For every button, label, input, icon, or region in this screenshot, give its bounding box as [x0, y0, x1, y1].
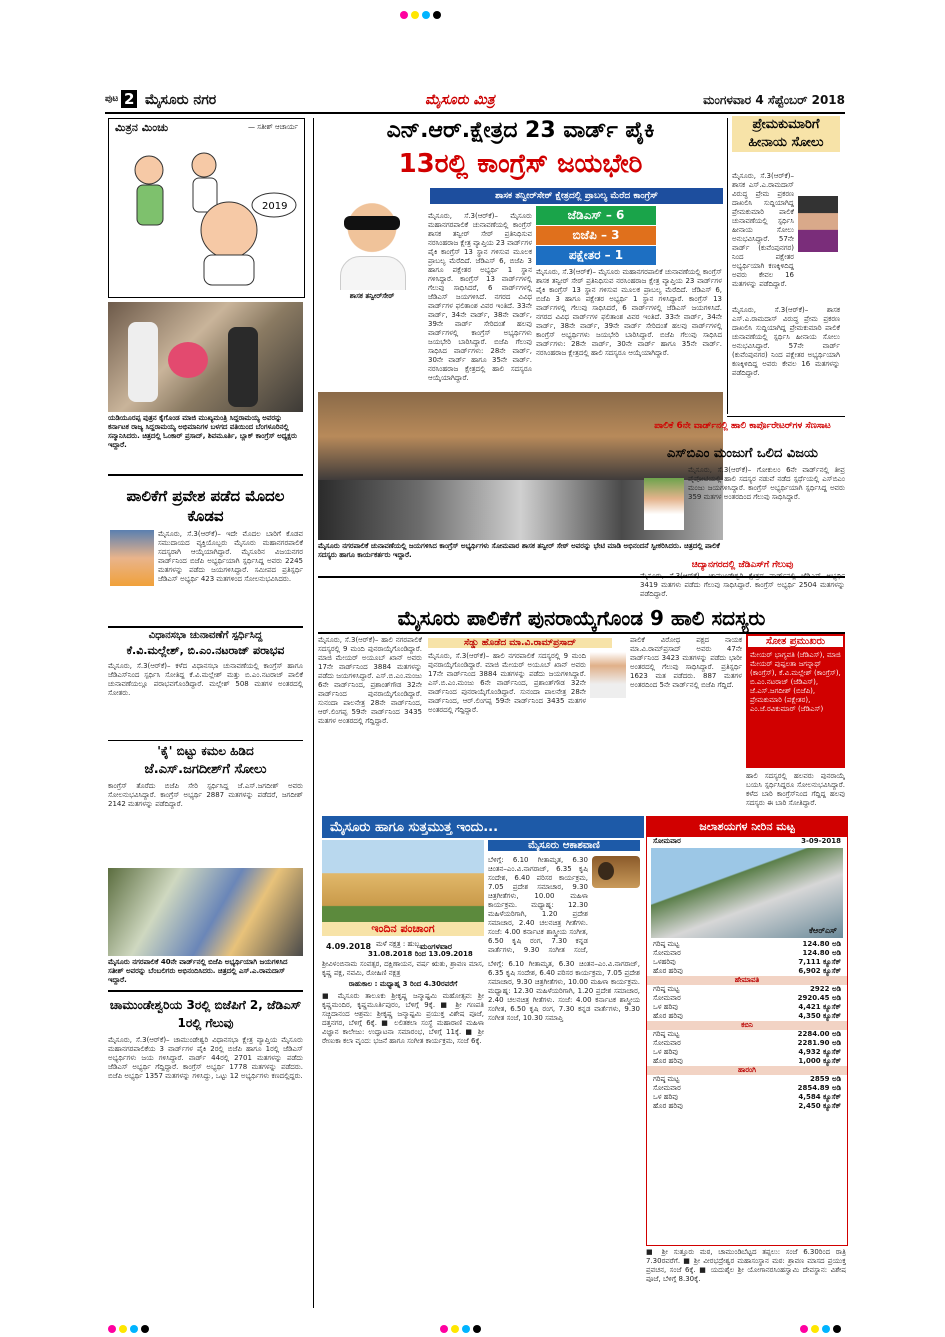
register-dot: [811, 1325, 819, 1333]
register-dot: [130, 1325, 138, 1333]
dam-metric: ಒಳ ಹರಿವು: [653, 1093, 678, 1101]
cartoon-bubble-text: 2019: [262, 201, 288, 212]
dam-value: 4,350 ಕ್ಯೂಸೆಕ್: [798, 1012, 841, 1020]
dam-metric: ಹೊರ ಹರಿವು: [653, 1012, 683, 1020]
register-dot: [440, 1325, 448, 1333]
kodava-portrait: [110, 530, 154, 586]
register-dot: [108, 1325, 116, 1333]
dam-row: [647, 1012, 847, 1021]
krs-photo-label: ಕೆಆರ್‌ಎಸ್: [809, 926, 837, 935]
lead-portrait-caption: ಶಾಸಕ ತನ್ವೀರ್‌ಸೇಠ್: [349, 292, 395, 300]
jalashaya-day: ಸೋಮವಾರ: [653, 837, 681, 845]
dam-value: 4,421 ಕ್ಯೂಸೆಕ್: [798, 1003, 841, 1011]
dam-metric: ಒಳ ಹರಿವು: [653, 1048, 678, 1056]
ramprasad-body: ಪಾಲಿಕೆ ವಿರೋಧ ಪಕ್ಷದ ನಾಯಕ ಮಾ.ವಿ.ರಾಮ್‌ಪ್ರಸಾದ್ ಅವರು 47ನೇ ವಾರ್ಡ್‌ನಿಂದ 3423 ಮತಗಳನ್ನು ಪಡೆದು ಭಾರೀ ಅಂತರದಲ್ಲಿ ಗೆಲುವು ಸಾಧಿಸಿದ್ದಾರೆ. ಪ್ರತಿಸ್ಪರ್ಧಿ 1623 ಮತ ಪಡೆದರು. 887 ಮತಗಳ ಅಂತರದಿಂದ 5ನೇ ವಾರ್ಡ್‌ನಲ್ಲಿ ಬಿಜೆಪಿ ಗೆದ್ದಿದೆ.: [630, 636, 742, 689]
dam-row: [647, 994, 847, 1003]
dam-row: [647, 1003, 847, 1012]
register-dot: [433, 11, 441, 19]
kodava-headline: ಪಾಲಿಕೆಗೆ ಪ್ರವೇಶ ಪಡೆದ ಮೊದಲ ಕೊಡವ: [126, 487, 285, 525]
photo-bjp-caption: ಮೈಸೂರು ನಗರಪಾಲಿಕೆ 40ನೇ ವಾರ್ಡ್‌ನಲ್ಲಿ ಬಿಜೆಪಿ ಅಭ್ಯರ್ಥಿಯಾಗಿ ಜಯಗಳಿಸಿದ ಸತೀಶ್ ಅವರನ್ನು ಬೆಂಬಲಿಗರು ಅಭಿನಂದಿಸಿದರು. ಚಿತ್ರದಲ್ಲಿ ಎಸ್.ಎ.ರಾಮದಾಸ್ ಇದ್ದಾರೆ.: [108, 958, 288, 984]
registration-marks-right: [800, 1318, 844, 1337]
dam-value: 2922 ಅಡಿ: [810, 985, 841, 993]
akashavani-title: ಮೈಸೂರು ಆಕಾಶವಾಣಿ: [488, 840, 640, 851]
chamundi-body: ಮೈಸೂರು, ಸೆ.3(ಆರ್‌ಕೆ)– ಚಾಮುಂಡೇಶ್ವರಿ ವಿಧಾನಸಭಾ ಕ್ಷೇತ್ರ ವ್ಯಾಪ್ತಿಯ ಮೈಸೂರು ಮಹಾನಗರಪಾಲಿಕೆಯ 3 ವಾರ್ಡ್‌ಗಳ ಪೈಕಿ 2ರಲ್ಲಿ ಬಿಜೆಪಿ ಹಾಗೂ 1ರಲ್ಲಿ ಜೆಡಿಎಸ್ ಅಭ್ಯರ್ಥಿಗಳು ಜಯ ಗಳಿಸಿದ್ದಾರೆ. ವಾರ್ಡ್ 44ರಲ್ಲಿ 2701 ಮತಗಳನ್ನು ಪಡೆದು ಜೆಡಿಎಸ್ ಅಭ್ಯರ್ಥಿ ಗೆದ್ದಿದ್ದಾರೆ. ಕಾಂಗ್ರೆಸ್ ಅಭ್ಯರ್ಥಿ 1778 ಮತಗಳನ್ನು ಪಡೆದರು. ಬಿಜೆಪಿ ಅಭ್ಯರ್ಥಿ 1357 ಮತಗಳನ್ನು ಗಳಿಸಿದ್ದು, ಒಟ್ಟು 12 ಅಭ್ಯರ್ಥಿಗಳು ಕಣದಲ್ಲಿದ್ದರು.: [108, 1036, 303, 1080]
register-dot: [800, 1325, 808, 1333]
jagadish-headline: ಜೆ.ಎಸ್.ಜಗದೀಶ್‌ಗೆ ಸೋಲು: [144, 762, 267, 777]
dam-value: 2854.89 ಅಡಿ: [797, 1084, 841, 1092]
prem-body: ಮೈಸೂರು, ಸೆ.3(ಆರ್‌ಕೆ)– ಶಾಸಕ ಎಸ್.ಎ.ರಾಮದಾಸ್ ವಿರುದ್ಧ ಪ್ರೇಮ ಪ್ರಕರಣ ದಾಖಲಿಸಿ ಸುದ್ದಿಯಾಗಿದ್ದ ಪ್ರೇಮಕುಮಾರಿ ಪಾಲಿಕೆ ಚುನಾವಣೆಯಲ್ಲಿ ಸ್ಪರ್ಧಿಸಿ ಹೀನಾಯ ಸೋಲು ಅನುಭವಿಸಿದ್ದಾರೆ. 57ನೇ ವಾರ್ಡ್ (ಕುವೆಂಪುನಗರ) ನಿಂದ ಪಕ್ಷೇತರ ಅಭ್ಯರ್ಥಿಯಾಗಿ ಕಣಕ್ಕಿಳಿದಿದ್ದ ಅವರು ಕೇವಲ 16 ಮತಗಳನ್ನು ಪಡೆದಿದ್ದಾರೆ.: [732, 172, 794, 288]
dam-metric: ಸೋಮವಾರ: [653, 994, 681, 1002]
prem-body-cont: ಮೈಸೂರು, ಸೆ.3(ಆರ್‌ಕೆ)– ಶಾಸಕ ಎಸ್.ಎ.ರಾಮದಾಸ್ ವಿರುದ್ಧ ಪ್ರೇಮ ಪ್ರಕರಣ ದಾಖಲಿಸಿ ಸುದ್ದಿಯಾಗಿದ್ದ ಪ್ರೇಮಕುಮಾರಿ ಪಾಲಿಕೆ ಚುನಾವಣೆಯಲ್ಲಿ ಸ್ಪರ್ಧಿಸಿ ಹೀನಾಯ ಸೋಲು ಅನುಭವಿಸಿದ್ದಾರೆ. 57ನೇ ವಾರ್ಡ್ (ಕುವೆಂಪುನಗರ) ನಿಂದ ಪಕ್ಷೇತರ ಅಭ್ಯರ್ಥಿಯಾಗಿ ಕಣಕ್ಕಿಳಿದಿದ್ದ ಅವರು ಕೇವಲ 16 ಮತಗಳನ್ನು ಪಡೆದಿದ್ದಾರೆ.: [732, 306, 840, 377]
dam-metric: ಹೊರ ಹರಿವು: [653, 967, 683, 975]
dam-metric: ಗರಿಷ್ಠ ಮಟ್ಟ: [653, 985, 680, 993]
kodava-body: ಮೈಸೂರು, ಸೆ.3(ಆರ್‌ಕೆ)– ಇದೇ ಮೊದಲ ಬಾರಿಗೆ ಕೊಡವ ಸಮುದಾಯದ ವ್ಯಕ್ತಿಯೊಬ್ಬರು ಮೈಸೂರು ಮಹಾನಗರಪಾಲಿಕೆ ಸದಸ್ಯರಾಗಿ ಆಯ್ಕೆಯಾಗಿದ್ದಾರೆ. ಮೈಸೂರಿನ ವಿಜಯನಗರ ವಾರ್ಡ್‌ನಿಂದ ಬಿಜೆಪಿ ಅಭ್ಯರ್ಥಿಯಾಗಿ ಸ್ಪರ್ಧಿಸಿದ್ದ ಅವರು 2245 ಮತಗಳನ್ನು ಪಡೆದು ಜಯಗಳಿಸಿದ್ದಾರೆ. ಸಮೀಪದ ಪ್ರತಿಸ್ಪರ್ಧಿ ಜೆಡಿಎಸ್ ಅಭ್ಯರ್ಥಿ 423 ಮತಗಳಿಂದ ಸೋಲನುಭವಿಸಿದರು.: [158, 530, 303, 583]
dam-value: 2284.00 ಅಡಿ: [797, 1030, 841, 1038]
jagadish-kicker: 'ಕೈ' ಬಿಟ್ಟು ಕಮಲ ಹಿಡಿದ: [157, 744, 254, 758]
page-number-label: ಪುಟ: [105, 94, 119, 104]
jalashaya-box: [646, 816, 848, 1246]
dam-value: 124.80 ಅಡಿ: [802, 949, 841, 957]
register-dot: [400, 11, 408, 19]
register-dot: [141, 1325, 149, 1333]
mallesh-headline: ಕೆ.ವಿ.ಮಲ್ಲೇಶ್, ಬಿ.ಎಂ.ನಟರಾಜ್ ಪರಾಭವ: [126, 644, 285, 657]
nine-headline: ಮೈಸೂರು ಪಾಲಿಕೆಗೆ ಪುನರಾಯ್ಕೆಗೊಂಡ 9 ಹಾಲಿ ಸದಸ್ಯರು: [318, 604, 845, 634]
sbm-body2: 3419 ಮತಗಳು ಪಡೆದು ಗೆಲುವು ಸಾಧಿಸಿದ್ದಾರೆ. ಕಾಂಗ್ರೆಸ್ ಅಭ್ಯರ್ಥಿ 2504 ಮತಗಳನ್ನು ಪಡೆದಿದ್ದಾರೆ.: [640, 581, 845, 598]
chamundi-headline: ಚಾಮುಂಡೇಶ್ವರಿಯ 3ರಲ್ಲಿ ಬಿಜೆಪಿಗೆ 2, ಜೆಡಿಎಸ್ 1ರಲ್ಲಿ ಗೆಲುವು: [109, 998, 302, 1030]
cartoon-title: ಮಿತ್ರನ ಮಿಂಚು: [115, 121, 169, 134]
lead-body: ಮೈಸೂರು, ಸೆ.3(ಆರ್‌ಕೆ)– ಮೈಸೂರು ಮಹಾನಗರಪಾಲಿಕೆ ಚುನಾವಣೆಯಲ್ಲಿ ಕಾಂಗ್ರೆಸ್ ಶಾಸಕ ತನ್ವೀರ್ ಸೇಠ್ ಪ್ರತಿನಿಧಿಸುವ ನರಸಿಂಹರಾಜ ಕ್ಷೇತ್ರ ವ್ಯಾಪ್ತಿಯ 23 ವಾರ್ಡ್‌ಗಳ ಪೈಕಿ ಕಾಂಗ್ರೆಸ್ 13 ಸ್ಥಾನ ಗಳಿಸುವ ಮೂಲಕ ಪ್ರಾಬಲ್ಯ ಮೆರೆದಿದೆ. ಜೆಡಿಎಸ್ 6, ಬಿಜೆಪಿ 3 ಹಾಗೂ ಪಕ್ಷೇತರ ಅಭ್ಯರ್ಥಿ 1 ಸ್ಥಾನ ಗಳಿಸಿದ್ದಾರೆ. ಕಾಂಗ್ರೆಸ್ 13 ವಾರ್ಡ್‌ಗಳಲ್ಲಿ ಗೆಲುವು ಸಾಧಿಸಿದರೆ, 6 ವಾರ್ಡ್‌ಗಳಲ್ಲಿ ಜೆಡಿಎಸ್ ಜಯಗಳಿಸಿದೆ. ನಗರದ ವಿವಿಧ ವಾರ್ಡ್‌ಗಳ ಫಲಿತಾಂಶ ವಿವರ ಇಂತಿದೆ. 33ನೇ ವಾರ್ಡ್, 34ನೇ ವಾರ್ಡ್, 38ನೇ ವಾರ್ಡ್, 39ನೇ ವಾರ್ಡ್ ಸೇರಿದಂತೆ ಹಲವು ವಾರ್ಡ್‌ಗಳಲ್ಲಿ ಕಾಂಗ್ರೆಸ್ ಅಭ್ಯರ್ಥಿಗಳು ಜಯಭೇರಿ ಬಾರಿಸಿದ್ದಾರೆ. ಬಿಜೆಪಿ ಗೆಲುವು ಸಾಧಿಸಿದ ವಾರ್ಡ್‌ಗಳು: 28ನೇ ವಾರ್ಡ್, 30ನೇ ವಾರ್ಡ್ ಹಾಗೂ 35ನೇ ವಾರ್ಡ್. ನರಸಿಂಹರಾಜ ಕ್ಷೇತ್ರದಲ್ಲಿ ಹಾಲಿ ಸದಸ್ಯರೂ ಆಯ್ಕೆಯಾಗಿದ್ದಾರೆ.: [428, 212, 532, 382]
dam-value: 124.80 ಅಡಿ: [802, 940, 841, 948]
sota-body2: ಹಾಲಿ ಸದಸ್ಯರಲ್ಲಿ ಹಲವರು ಪುನರಾಯ್ಕೆ ಬಯಸಿ ಸ್ಪರ್ಧಿಸಿದ್ದರೂ ಸೋಲನುಭವಿಸಿದ್ದಾರೆ. ಕಳೆದ ಬಾರಿ ಕಾಂಗ್ರೆಸ್‌ನಿಂದ ಗೆದ್ದಿದ್ದ ಹಲವು ಸದಸ್ಯರು ಈ ಬಾರಿ ಸೋತಿದ್ದಾರೆ.: [746, 772, 845, 807]
dam-row: [647, 985, 847, 994]
cartoon-drawing: [109, 135, 302, 295]
sbm-subhead: ಚಿದ್ಯಾನಗರದಲ್ಲಿ ಜೆಡಿಎಸ್‌ಗೆ ಗೆಲುವು: [691, 560, 794, 570]
dam-name: ಹಾರಂಗಿ: [647, 1066, 847, 1075]
mallesh-body: ಮೈಸೂರು, ಸೆ.3(ಆರ್‌ಕೆ)– ಕಳೆದ ವಿಧಾನಸಭಾ ಚುನಾವಣೆಯಲ್ಲಿ ಕಾಂಗ್ರೆಸ್ ಹಾಗೂ ಜೆಡಿಎಸ್‌ನಿಂದ ಸ್ಪರ್ಧಿಸಿ ಸೋತಿದ್ದ ಕೆ.ವಿ.ಮಲ್ಲೇಶ್ ಮತ್ತು ಬಿ.ಎಂ.ನಟರಾಜ್ ಪಾಲಿಕೆ ಚುನಾವಣೆಯಲ್ಲೂ ಪರಾಭವಗೊಂಡಿದ್ದಾರೆ. ಮಲ್ಲೇಶ್ 508 ಮತಗಳ ಅಂತರದಲ್ಲಿ ಸೋತರು.: [108, 662, 303, 697]
sbm-portrait: [644, 478, 684, 530]
dam-metric: ಗರಿಷ್ಠ ಮಟ್ಟ: [653, 1075, 680, 1083]
photo-felicitation-caption: ಯಡಿಯೂರಪ್ಪ ಪುತ್ರನ ಕೈಗೊಂಡ ಮಾಜಿ ಮುಖ್ಯಮಂತ್ರಿ ಸಿದ್ದರಾಮಯ್ಯ ಅವರನ್ನು ಕರ್ನಾಟಕ ರಾಜ್ಯ ಸಿದ್ದರಾಮಯ್ಯ ಅಭಿಮಾನಿಗಳ ಬಳಗದ ವತಿಯಿಂದ ಬೆಂಗಳೂರಿನಲ್ಲಿ ಸನ್ಮಾನಿಸಿದರು. ಚಿತ್ರದಲ್ಲಿ ಓಂಕಾರ್ ಪ್ರಸಾದ್, ಶಿವಮೂರ್ತಿ, ಬ್ಲಾಕ್ ಕಾಂಗ್ರೆಸ್ ಅಧ್ಯಕ್ಷರು ಇದ್ದಾರೆ.: [108, 414, 298, 449]
ramprasad-portrait: [590, 652, 626, 698]
dam-value: 1,000 ಕ್ಯೂಸೆಕ್: [798, 1057, 841, 1065]
today-events: ■ ಮೈಸೂರು ತಾಲೂಕು ಶ್ರೀಕೃಷ್ಣ ಜನ್ಮಾಷ್ಟಮಿ ಮಹೋತ್ಸವ: ಶ್ರೀ ಕೃಷ್ಣಮಂದಿರ, ಕೃಷ್ಣಮೂರ್ತಿಪುರಂ, ಬೆಳಿಗ್ಗೆ 9ಕ್ಕೆ. ■ ಶ್ರೀ ಗಣಪತಿ ಸಚ್ಚಿದಾನಂದ ಆಶ್ರಮ: ಶ್ರೀಕೃಷ್ಣ ಜನ್ಮಾಷ್ಟಮಿ ಪ್ರಯುಕ್ತ ವಿಶೇಷ ಪೂಜೆ, ದತ್ತನಗರ, ಬೆಳಿಗ್ಗೆ 6ಕ್ಕೆ. ■ ಲಲಿತಕಲಾ ಸಂಸ್ಥೆ ಮಹಾರಾಣಿ ಮಹಿಳಾ ವಿಜ್ಞಾನ ಕಾಲೇಜು: ಉದ್ಘಾಟನಾ ಸಮಾರಂಭ, ಬೆಳಿಗ್ಗೆ 11ಕ್ಕೆ. ■ ಶ್ರೀ ರೇಣುಕಾ ಕಲಾ ವೃಂದ: ಭಜನೆ ಹಾಗೂ ಸಂಗೀತ ಕಾರ್ಯಕ್ರಮ, ಸಂಜೆ 6ಕ್ಕೆ.: [322, 992, 484, 1045]
dam-metric: ಒಳಹರಿವು: [653, 958, 676, 966]
photo-bjp-celebration: [108, 868, 303, 956]
dam-row: [647, 1039, 847, 1048]
krs-photo: [651, 848, 843, 938]
panchanga-range: 31.08.2018 ರಿಂದ 13.09.2018: [368, 950, 473, 958]
dam-name: ಹೇಮಾವತಿ: [647, 976, 847, 985]
cartoon-author: — ಸತೀಶ್ ಆಚಾರ್ಯ: [248, 123, 298, 131]
dam-metric: ಗರಿಷ್ಠ ಮಟ್ಟ: [653, 1030, 680, 1038]
dam-value: 7,111 ಕ್ಯೂಸೆಕ್: [798, 958, 841, 966]
registration-marks-top: [400, 4, 444, 23]
panchanga-title: ಇಂದಿನ ಪಂಚಾಂಗ: [322, 922, 484, 936]
photo-congress-caption: ಮೈಸೂರು ನಗರಪಾಲಿಕೆ ಚುನಾವಣೆಯಲ್ಲಿ ಜಯಗಳಿಸಿದ ಕಾಂಗ್ರೆಸ್ ಅಭ್ಯರ್ಥಿಗಳು ಸೋಮವಾರ ಶಾಸಕ ತನ್ವೀರ್ ಸೇಠ್ ಅವರನ್ನು ಭೇಟಿ ಮಾಡಿ ಅಭಿನಂದನೆ ಸ್ವೀಕರಿಸಿದರು. ಚಿತ್ರದಲ್ಲಿ ಪಾಲಿಕೆ ಸದಸ್ಯರು ಹಾಗೂ ಕಾರ್ಯಕರ್ತರು ಇದ್ದಾರೆ.: [318, 542, 720, 559]
dam-row: [647, 967, 847, 976]
radio-icon: [592, 856, 640, 888]
jalashaya-date: 3-09-2018: [801, 837, 841, 845]
dam-value: 6,902 ಕ್ಯೂಸೆಕ್: [798, 967, 841, 975]
register-dot: [119, 1325, 127, 1333]
dam-row: [647, 1048, 847, 1057]
lead-headline-2: 13ರಲ್ಲಿ ಕಾಂಗ್ರೆಸ್ ಜಯಭೇರಿ: [398, 149, 643, 179]
dam-name: ಕಬಿನಿ: [647, 1021, 847, 1030]
sbm-body: ಮೈಸೂರು, ಸೆ.3(ಆರ್‌ಕೆ)– ಗೋಕುಲಂ 6ನೇ ವಾರ್ಡ್‌ನಲ್ಲಿ ತೀವ್ರ ಪೈಪೋಟಿಯಲ್ಲಿ ಹಾಲಿ ಸದಸ್ಯರ ನಡುವೆ ನಡೆದ ಸ್ಪರ್ಧೆಯಲ್ಲಿ ಎಸ್‌ಬಿಎಂ ಮಂಜು ಜಯಗಳಿಸಿದ್ದಾರೆ. ಕಾಂಗ್ರೆಸ್ ಅಭ್ಯರ್ಥಿಯಾಗಿ ಸ್ಪರ್ಧಿಸಿದ್ದ ಅವರು 359 ಮತಗಳ ಅಂತರದಿಂದ ಗೆಲುವು ಸಾಧಿಸಿದ್ದಾರೆ.: [688, 466, 845, 501]
lead-body-cont: ಮೈಸೂರು, ಸೆ.3(ಆರ್‌ಕೆ)– ಮೈಸೂರು ಮಹಾನಗರಪಾಲಿಕೆ ಚುನಾವಣೆಯಲ್ಲಿ ಕಾಂಗ್ರೆಸ್ ಶಾಸಕ ತನ್ವೀರ್ ಸೇಠ್ ಪ್ರತಿನಿಧಿಸುವ ನರಸಿಂಹರಾಜ ಕ್ಷೇತ್ರ ವ್ಯಾಪ್ತಿಯ 23 ವಾರ್ಡ್‌ಗಳ ಪೈಕಿ ಕಾಂಗ್ರೆಸ್ 13 ಸ್ಥಾನ ಗಳಿಸುವ ಮೂಲಕ ಪ್ರಾಬಲ್ಯ ಮೆರೆದಿದೆ. ಜೆಡಿಎಸ್ 6, ಬಿಜೆಪಿ 3 ಹಾಗೂ ಪಕ್ಷೇತರ ಅಭ್ಯರ್ಥಿ 1 ಸ್ಥಾನ ಗಳಿಸಿದ್ದಾರೆ. ಕಾಂಗ್ರೆಸ್ 13 ವಾರ್ಡ್‌ಗಳಲ್ಲಿ ಗೆಲುವು ಸಾಧಿಸಿದರೆ, 6 ವಾರ್ಡ್‌ಗಳಲ್ಲಿ ಜೆಡಿಎಸ್ ಜಯಗಳಿಸಿದೆ. ನಗರದ ವಿವಿಧ ವಾರ್ಡ್‌ಗಳ ಫಲಿತಾಂಶ ವಿವರ ಇಂತಿದೆ. 33ನೇ ವಾರ್ಡ್, 34ನೇ ವಾರ್ಡ್, 38ನೇ ವಾರ್ಡ್, 39ನೇ ವಾರ್ಡ್ ಸೇರಿದಂತೆ ಹಲವು ವಾರ್ಡ್‌ಗಳಲ್ಲಿ ಕಾಂಗ್ರೆಸ್ ಅಭ್ಯರ್ಥಿಗಳು ಜಯಭೇರಿ ಬಾರಿಸಿದ್ದಾರೆ. ಬಿಜೆಪಿ ಗೆಲುವು ಸಾಧಿಸಿದ ವಾರ್ಡ್‌ಗಳು: 28ನೇ ವಾರ್ಡ್, 30ನೇ ವಾರ್ಡ್ ಹಾಗೂ 35ನೇ ವಾರ್ಡ್. ನರಸಿಂಹರಾಜ ಕ್ಷೇತ್ರದಲ್ಲಿ ಹಾಲಿ ಸದಸ್ಯರೂ ಆಯ್ಕೆಯಾಗಿದ್ದಾರೆ.: [536, 268, 722, 357]
dam-metric: ಸೋಮವಾರ: [653, 1084, 681, 1092]
dam-row: [647, 949, 847, 958]
jalashaya-title: ಜಲಾಶಯಗಳ ನೀರಿನ ಮಟ್ಟ: [647, 817, 847, 837]
akashavani-body: ಬೆಳಿಗ್ಗೆ: 6.10 ಗೀತಾಮೃತ, 6.30 ಚಿಂತನ–ಎಂ.ವಿ.ನಾಗರಾಜ್, 6.35 ಕೃಷಿ ಸಂದೇಶ, 6.40 ಪರಿಸರ ಕಾರ್ಯಕ್ರಮ, 7.05 ಪ್ರದೇಶ ಸಮಾಚಾರ, 9.30 ಚಿತ್ರಗೀತೆಗಳು, 10.00 ಮಹಿಳಾ ಕಾರ್ಯಕ್ರಮ. ಮಧ್ಯಾಹ್ನ: 12.30 ಮಹಿಳೆಯರಿಗಾಗಿ, 1.20 ಪ್ರದೇಶ ಸಮಾಚಾರ, 2.40 ಚಲನಚಿತ್ರ ಗೀತೆಗಳು. ಸಂಜೆ: 4.00 ಕರ್ನಾಟಕ ಶಾಸ್ತ್ರೀಯ ಸಂಗೀತ, 6.50 ಕೃಷಿ ರಂಗ, 7.30 ಕನ್ನಡ ವಾರ್ತೆಗಳು, 9.30 ಸಂಗೀತ ಸಂಜೆ,: [488, 856, 588, 954]
page-number: 2: [121, 90, 137, 108]
dam-row: [647, 1030, 847, 1039]
dam-value: 2,450 ಕ್ಯೂಸೆಕ್: [798, 1102, 841, 1110]
jagadish-body: ಕಾಂಗ್ರೆಸ್ ತೊರೆದು ಬಿಜೆಪಿ ಸೇರಿ ಸ್ಪರ್ಧಿಸಿದ್ದ ಜೆ.ಎಸ್.ಜಗದೀಶ್ ಅವರು ಸೋಲನುಭವಿಸಿದ್ದಾರೆ. ಕಾಂಗ್ರೆಸ್ ಅಭ್ಯರ್ಥಿ 2887 ಮತಗಳನ್ನು ಪಡೆದರೆ, ಜಗದೀಶ್ 2142 ಮತಗಳನ್ನು ಪಡೆದಿದ್ದಾರೆ.: [108, 782, 303, 808]
today-banner: [322, 816, 644, 838]
dam-value: 2281.90 ಅಡಿ: [797, 1039, 841, 1047]
palace-photo: [322, 840, 484, 922]
dam-metric: ಹೊರ ಹರಿವು: [653, 1102, 683, 1110]
dam-metric: ಒಳ ಹರಿವು: [653, 1003, 678, 1011]
register-dot: [411, 11, 419, 19]
register-dot: [833, 1325, 841, 1333]
section-title: ಮೈಸೂರು ನಗರ: [145, 92, 217, 108]
sota-box: [746, 634, 845, 768]
mallesh-kicker: ವಿಧಾನಸಭಾ ಚುನಾವಣೆಗೆ ಸ್ಪರ್ಧಿಸಿದ್ದ: [148, 630, 263, 641]
score-row: ಜೆಡಿಎಸ್ – 6: [536, 206, 656, 225]
sbm-headline: ಎಸ್‌ಬಿಎಂ ಮಂಜುಗೆ ಒಲಿದ ವಿಜಯ: [667, 446, 818, 461]
panchanga-rahu: ರಾಹುಕಾಲ : ಮಧ್ಯಾಹ್ನ 3 ರಿಂದ 4.30ರವರೆಗೆ: [348, 980, 458, 988]
register-dot: [451, 1325, 459, 1333]
lead-subhead: ಶಾಸಕ ತನ್ವೀರ್‌ಸೇಠ್ ಕ್ಷೇತ್ರದಲ್ಲಿ ಪ್ರಾಬಲ್ಯ ಮೆರೆದ ಕಾಂಗ್ರೆಸ್: [430, 188, 723, 204]
jalashaya-notes: ■ ಶ್ರೀ ಸುತ್ತೂರು ಮಠ, ಚಾಮುಂಡಿಬೆಟ್ಟದ ತಪ್ಪಲು: ಸಂಜೆ 6.30ರಿಂದ ರಾತ್ರಿ 7.30ರವರೆಗೆ. ■ ಶ್ರೀ ವೀರಭದ್ರೇಶ್ವರ ಮಹಾಸಂಸ್ಥಾನ ಮಠ: ಶ್ರಾವಣ ಮಾಸದ ಪ್ರಯುಕ್ತ ಪ್ರವಚನ, ಸಂಜೆ 6ಕ್ಕೆ. ■ ಯದುಶೈಲ ಶ್ರೀ ಯೋಗಾನರಸಿಂಹಸ್ವಾಮಿ ದೇವಸ್ಥಾನ: ವಿಶೇಷ ಪೂಜೆ, ಬೆಳಿಗ್ಗೆ 8.30ಕ್ಕೆ.: [646, 1248, 846, 1283]
cartoon-box: [108, 118, 305, 298]
photo-felicitation: [108, 302, 303, 412]
today-banner-text: ಮೈಸೂರು ಹಾಗೂ ಸುತ್ತಮುತ್ತ ಇಂದು...: [330, 820, 499, 835]
dam-row: [647, 940, 847, 949]
header-date: ಮಂಗಳವಾರ 4 ಸೆಪ್ಟೆಂಬರ್ 2018: [703, 93, 845, 107]
sbm-kicker: ಪಾಲಿಕೆ 6ನೇ ವಾರ್ಡ್‌ನಲ್ಲಿ ಹಾಲಿ ಕಾರ್ಪೊರೇಟರ್‌ಗಳ ಸೆಣಸಾಟ: [654, 421, 831, 431]
lead-portrait: [322, 186, 422, 290]
panchanga-text: ಶ್ರೀವಿಳಂಬಿನಾಮ ಸಂವತ್ಸರ, ದಕ್ಷಿಣಾಯನ, ವರ್ಷ ಋತು, ಶ್ರಾವಣ ಮಾಸ, ಕೃಷ್ಣ ಪಕ್ಷ, ನವಮಿ, ರೋಹಿಣಿ ನಕ್ಷತ್ರ: [322, 960, 484, 977]
dam-row: [647, 1084, 847, 1093]
panchanga-day: ಮಂಗಳವಾರ: [420, 942, 453, 951]
lead-headline-1: ಎನ್.ಆರ್.ಕ್ಷೇತ್ರದ 23 ವಾರ್ಡ್ ಪೈಕಿ: [386, 118, 655, 143]
sota-body: ಮೇಯರ್ ಭಾಗ್ಯವತಿ (ಜೆಡಿಎಸ್), ಮಾಜಿ ಮೇಯರ್ ಪುಷ್ಪಲತಾ ಜಗನ್ನಾಥ್ (ಕಾಂಗ್ರೆಸ್), ಕೆ.ವಿ.ಮಲ್ಲೇಶ್ (ಕಾಂಗ್ರೆಸ್), ಬಿ.ಎಂ.ನಟರಾಜ್ (ಜೆಡಿಎಸ್), ಜೆ.ಎಸ್.ಜಗದೀಶ್ (ಬಿಜೆಪಿ), ಪ್ರೇಮಕುಮಾರಿ (ಪಕ್ಷೇತರ), ಎಂ.ಜೆ.ರವಿಕುಮಾರ್ (ಜೆಡಿಎಸ್): [750, 651, 841, 713]
dam-value: 2859 ಅಡಿ: [810, 1075, 841, 1083]
nine-body-2: ಮೈಸೂರು, ಸೆ.3(ಆರ್‌ಕೆ)– ಹಾಲಿ ನಗರಪಾಲಿಕೆ ಸದಸ್ಯರಲ್ಲಿ 9 ಮಂದಿ ಪುನರಾಯ್ಕೆಗೊಂಡಿದ್ದಾರೆ. ಮಾಜಿ ಮೇಯರ್ ಅಯೂಬ್ ಖಾನ್ ಅವರು 17ನೇ ವಾರ್ಡ್‌ನಿಂದ 3884 ಮತಗಳನ್ನು ಪಡೆದು ಜಯಗಳಿಸಿದ್ದಾರೆ. ಎಸ್.ಬಿ.ಎಂ.ಮಂಜು 6ನೇ ವಾರ್ಡ್‌ನಿಂದ, ಪ್ರಶಾಂತ್‌ಗೌಡ 32ನೇ ವಾರ್ಡ್‌ನಿಂದ ಪುನರಾಯ್ಕೆಗೊಂಡಿದ್ದಾರೆ. ಸುನಂದಾ ಪಾಲನೇತ್ರ 28ನೇ ವಾರ್ಡ್‌ನಿಂದ, ಆರ್.ಲಿಂಗಪ್ಪ 59ನೇ ವಾರ್ಡ್‌ನಿಂದ 3435 ಮತಗಳ ಅಂತರದಲ್ಲಿ ಗೆದ್ದಿದ್ದಾರೆ.: [428, 652, 586, 714]
dam-row: [647, 1057, 847, 1066]
dam-metric: ಹೊರ ಹರಿವು: [653, 1057, 683, 1065]
dam-value: 4,932 ಕ್ಯೂಸೆಕ್: [798, 1048, 841, 1056]
dam-row: [647, 1093, 847, 1102]
dam-value: 4,584 ಕ್ಯೂಸೆಕ್: [798, 1093, 841, 1101]
dam-tables: [647, 940, 847, 1111]
dam-row: [647, 1075, 847, 1084]
score-row: ಪಕ್ಷೇತರ – 1: [536, 246, 656, 265]
register-dot: [422, 11, 430, 19]
dam-metric: ಗರಿಷ್ಠ ಮಟ್ಟ: [653, 940, 680, 948]
prem-portrait: [798, 196, 838, 252]
registration-marks-bottom: [440, 1318, 484, 1337]
register-dot: [473, 1325, 481, 1333]
dam-metric: ಸೋಮವಾರ: [653, 949, 681, 957]
dam-value: 2920.45 ಅಡಿ: [797, 994, 841, 1002]
masthead: ಮೈಸೂರು ಮಿತ್ರ: [425, 92, 495, 108]
prem-headline: ಪ್ರೇಮಕುಮಾರಿಗೆ ಹೀನಾಯ ಸೋಲು: [732, 116, 840, 152]
panchanga-date: 4.09.2018: [326, 942, 372, 951]
ramprasad-kicker: ಸೆಡ್ಡು ಹೊಡೆದ ಮಾ.ವಿ.ರಾಮ್‌ಪ್ರಸಾದ್: [428, 638, 612, 648]
akashavani-body-cont: ಬೆಳಿಗ್ಗೆ: 6.10 ಗೀತಾಮೃತ, 6.30 ಚಿಂತನ–ಎಂ.ವಿ.ನಾಗರಾಜ್, 6.35 ಕೃಷಿ ಸಂದೇಶ, 6.40 ಪರಿಸರ ಕಾರ್ಯಕ್ರಮ, 7.05 ಪ್ರದೇಶ ಸಮಾಚಾರ, 9.30 ಚಿತ್ರಗೀತೆಗಳು, 10.00 ಮಹಿಳಾ ಕಾರ್ಯಕ್ರಮ. ಮಧ್ಯಾಹ್ನ: 12.30 ಮಹಿಳೆಯರಿಗಾಗಿ, 1.20 ಪ್ರದೇಶ ಸಮಾಚಾರ, 2.40 ಚಲನಚಿತ್ರ ಗೀತೆಗಳು. ಸಂಜೆ: 4.00 ಕರ್ನಾಟಕ ಶಾಸ್ತ್ರೀಯ ಸಂಗೀತ, 6.50 ಕೃಷಿ ರಂಗ, 7.30 ಕನ್ನಡ ವಾರ್ತೆಗಳು, 9.30 ಸಂಗೀತ ಸಂಜೆ, 10.30 ಸಮಾಪ್ತಿ: [488, 960, 640, 1022]
nine-body: ಮೈಸೂರು, ಸೆ.3(ಆರ್‌ಕೆ)– ಹಾಲಿ ನಗರಪಾಲಿಕೆ ಸದಸ್ಯರಲ್ಲಿ 9 ಮಂದಿ ಪುನರಾಯ್ಕೆಗೊಂಡಿದ್ದಾರೆ. ಮಾಜಿ ಮೇಯರ್ ಅಯೂಬ್ ಖಾನ್ ಅವರು 17ನೇ ವಾರ್ಡ್‌ನಿಂದ 3884 ಮತಗಳನ್ನು ಪಡೆದು ಜಯಗಳಿಸಿದ್ದಾರೆ. ಎಸ್.ಬಿ.ಎಂ.ಮಂಜು 6ನೇ ವಾರ್ಡ್‌ನಿಂದ, ಪ್ರಶಾಂತ್‌ಗೌಡ 32ನೇ ವಾರ್ಡ್‌ನಿಂದ ಪುನರಾಯ್ಕೆಗೊಂಡಿದ್ದಾರೆ. ಸುನಂದಾ ಪಾಲನೇತ್ರ 28ನೇ ವಾರ್ಡ್‌ನಿಂದ, ಆರ್.ಲಿಂಗಪ್ಪ 59ನೇ ವಾರ್ಡ್‌ನಿಂದ 3435 ಮತಗಳ ಅಂತರದಲ್ಲಿ ಗೆದ್ದಿದ್ದಾರೆ.: [318, 636, 422, 725]
sota-headline: ಸೋತ ಪ್ರಮುಖರು: [748, 636, 843, 647]
dam-row: [647, 1102, 847, 1111]
register-dot: [462, 1325, 470, 1333]
score-row: ಬಿಜೆಪಿ – 3: [536, 226, 656, 245]
dam-metric: ಸೋಮವಾರ: [653, 1039, 681, 1047]
panchanga-nakshatra: ಮಳೆ ನಕ್ಷತ್ರ : ಹುಬ್ಬ: [376, 940, 421, 948]
dam-row: [647, 958, 847, 967]
scoreboard: [536, 206, 656, 266]
page-header: [105, 90, 845, 114]
register-dot: [822, 1325, 830, 1333]
registration-marks-left: [108, 1318, 152, 1337]
